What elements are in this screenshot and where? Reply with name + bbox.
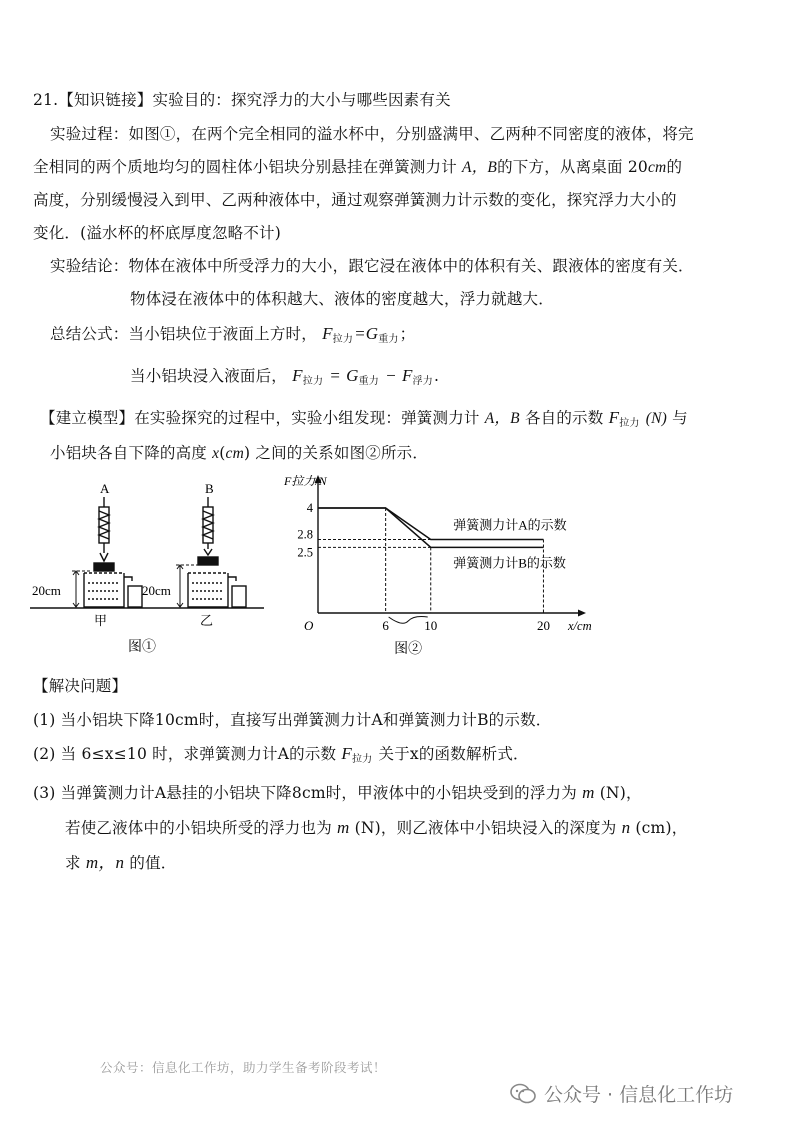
footer-note: 公众号：信息化工作坊，助力学生备考阶段考试！ (100, 1060, 387, 1075)
height-marker-jia (72, 571, 92, 607)
x-tick-label-0: 6 (382, 618, 389, 633)
watermark-text: 公众号 · 信息化工作坊 (544, 1084, 734, 1106)
x-axis-label: x/cm (568, 619, 592, 633)
legend-b: 弹簧测力计B的示数 (453, 555, 566, 571)
spring-scale-a-icon (94, 497, 114, 571)
conclusion-line-1: 实验结论：物体在液体中所受浮力的大小，跟它浸在液体中的体积有关、跟液体的密度有关． (50, 257, 694, 275)
tilde-mark (389, 617, 428, 624)
chart-axes (315, 475, 587, 617)
spring-a-label: A (100, 481, 110, 496)
wechat-icon (510, 1083, 536, 1105)
formula-line-2: 当小铝块浸入液面后， $F_{拉力} = G_{重力} - F_{浮力}$. (130, 366, 440, 387)
liquid-yi-label: 乙 (200, 613, 214, 628)
x-tick-label-1: 10 (424, 618, 438, 633)
figure-2-caption: 图② (394, 642, 423, 657)
y-tick-label-1: 2.8 (297, 527, 313, 542)
process-line-4: 变化．(溢水杯的杯底厚度忽略不计) (33, 224, 281, 242)
origin-label: O (304, 618, 314, 633)
legend-a: 弹簧测力计A的示数 (453, 517, 567, 533)
solve-heading: 【解决问题】 (33, 677, 128, 695)
process-line-3: 高度，分别缓慢浸入到甲、乙两种液体中，通过观察弹簧测力计示数的变化，探究浮力大小的 (33, 191, 677, 209)
model-line-1: 【建立模型】在实验探究的过程中，实验小组发现：弹簧测力计 A，B 各自的示数 $F_{拉力}$ (N) 与 (40, 408, 688, 429)
model-tag: 【建立模型】 (40, 409, 135, 427)
y-axis-label: F拉力/N (284, 475, 327, 488)
model-line-2: 小铝块各自下降的高度 x(cm) 之间的关系如图②所示． (50, 444, 429, 462)
conclusion-line-2: 物体浸在液体中的体积越大、液体的密度越大，浮力就越大． (130, 290, 554, 308)
overflow-cup-yi-icon (188, 573, 246, 607)
figure-1-caption: 图① (128, 640, 156, 655)
spring-scale-b-icon (198, 497, 218, 565)
figure-2-chart (270, 475, 600, 660)
liquid-jia-label: 甲 (94, 613, 108, 628)
chart-labels (283, 475, 592, 657)
overflow-cup-jia-icon (84, 573, 142, 607)
y-tick-label-2: 2.5 (297, 545, 313, 560)
spring-b-label: B (205, 481, 214, 496)
height-label-jia: 20cm (32, 583, 61, 598)
problem-heading: 21.【知识链接】实验目的：探究浮力的大小与哪些因素有关 (33, 91, 451, 109)
question-2: (2) 当 6≤x≤10 时，求弹簧测力计A的示数 $F_{拉力}$ 关于x的函数解析式． (33, 744, 529, 765)
question-3-line-1: (3) 当弹簧测力计A悬挂的小铝块下降8cm时，甲液体中的小铝块受到的浮力为 m (N)， (33, 783, 642, 802)
process-line-1: 实验过程：如图①，在两个完全相同的溢水杯中，分别盛满甲、乙两种不同密度的液体，将完 (50, 125, 694, 143)
watermark (510, 1080, 733, 1107)
question-1: (1) 当小铝块下降10cm时，直接写出弹簧测力计A和弹簧测力计B的示数． (33, 711, 552, 729)
x-tick-label-2: 20 (536, 618, 550, 633)
x-axis-arrow (578, 610, 586, 617)
question-3-line-2: 若使乙液体中的小铝块所受的浮力也为 m (N)，则乙液体中小铝块浸入的深度为 n (cm)， (65, 818, 688, 837)
figure-1 (28, 475, 273, 660)
height-marker-yi (176, 565, 198, 607)
formula-line-1: 总结公式：当小铝块位于液面上方时， $F_{拉力}=G_{重力}$； (50, 324, 416, 345)
knowledge-link-tag: 【知识链接】 (58, 91, 153, 109)
height-label-yi: 20cm (142, 583, 171, 598)
y-tick-label-0: 4 (306, 501, 313, 515)
process-line-2: 全相同的两个质地均匀的圆柱体小铝块分别悬挂在弹簧测力计 A，B的下方，从离桌面 20cm的 (33, 158, 683, 176)
question-3-line-3: 求 m，n 的值． (65, 853, 177, 872)
